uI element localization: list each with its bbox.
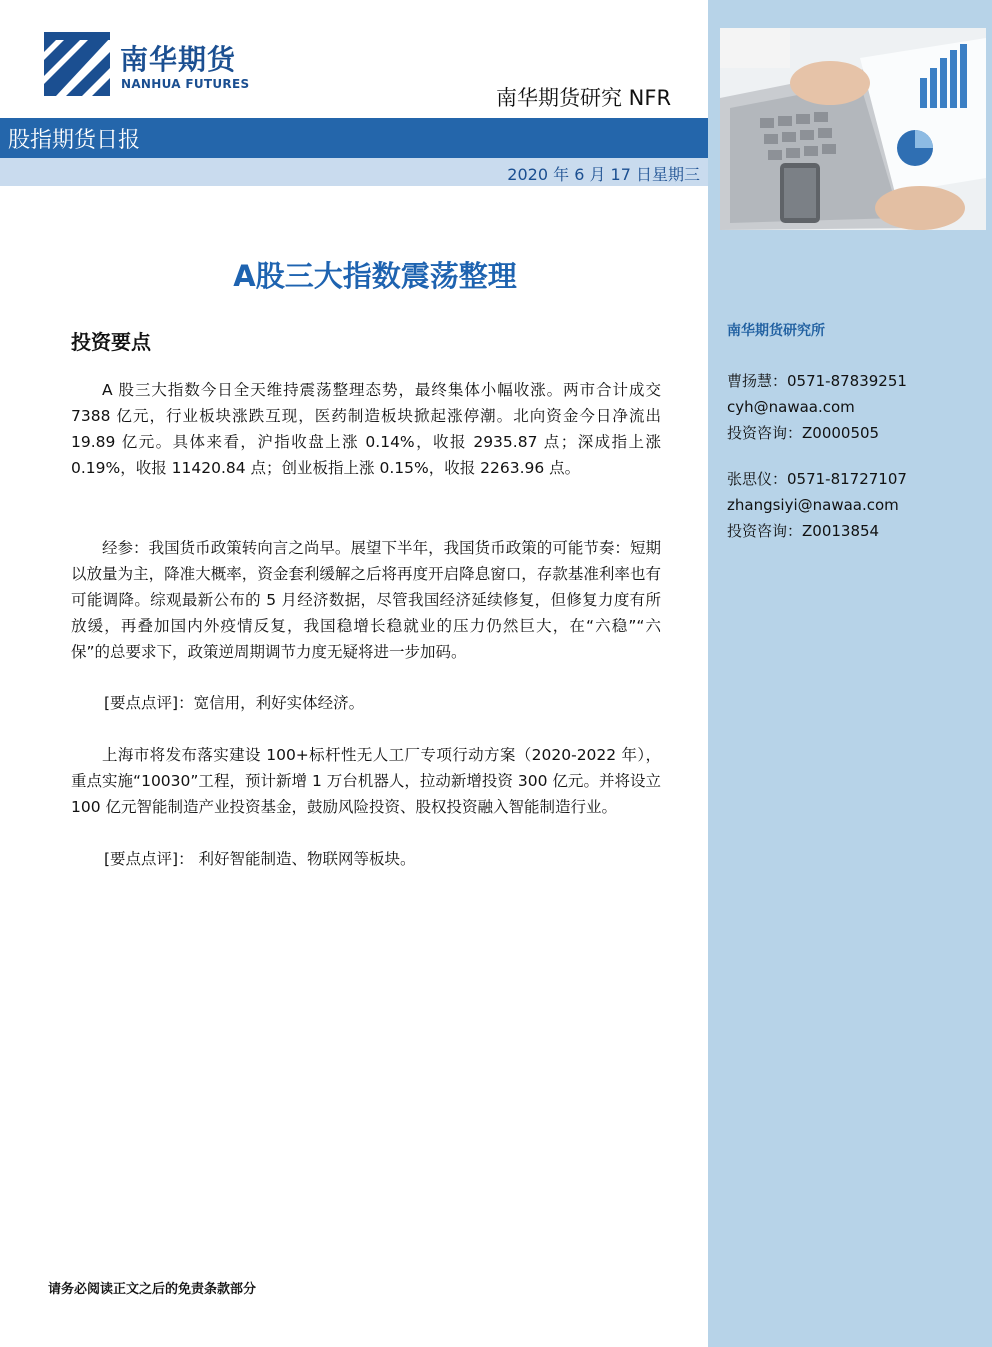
report-type-title: 股指期货日报 bbox=[8, 128, 141, 153]
analyst-block bbox=[727, 368, 907, 446]
analyst-block bbox=[727, 466, 907, 544]
report-type-banner bbox=[0, 118, 708, 158]
sidebar-org-name: 南华期货研究所 bbox=[727, 323, 825, 339]
analyst-license: 投资咨询：Z0000505 bbox=[727, 424, 880, 442]
paragraph-market-summary: A 股三大指数今日全天维持震荡整理态势，最终集体小幅收涨。两市合计成交 7388 亿元，行业板块涨跌互现，医药制造板块掀起涨停潮。北向资金今日净流出 19.89 亿元。具体来看，沪指收盘上涨 0.14%，收报 2935.87 点；深成指上涨 0.19%，收报 11420.84 点；创业板指上涨 0.15%，收报 2263.96 点。 bbox=[71, 381, 661, 477]
logo-text-cn: 南华期货 bbox=[120, 43, 237, 76]
comment-monetary-policy: [要点点评]：宽信用，利好实体经济。 bbox=[104, 694, 365, 712]
date-band bbox=[0, 158, 708, 186]
comment-smart-manufacturing: [要点点评]： 利好智能制造、物联网等板块。 bbox=[104, 850, 416, 868]
analyst-email[interactable]: cyh@nawaa.com bbox=[727, 398, 855, 416]
section-title: 投资要点 bbox=[71, 330, 151, 354]
paragraph-smart-manufacturing: 上海市将发布落实建设 100+标杆性无人工厂专项行动方案（2020-2022 年），重点实施“10030”工程，预计新增 1 万台机器人，拉动新增投资 300 亿元。并将设立 100 亿元智能制造产业投资基金，鼓励风险投资、股权投资融入智能制造行业。 bbox=[71, 746, 661, 816]
report-date: 2020 年 6 月 17 日星期三 bbox=[507, 165, 700, 184]
analyst-name-phone: 张思仪：0571-81727107 bbox=[727, 470, 907, 488]
logo-text-en: NANHUA FUTURES bbox=[121, 77, 250, 91]
header-photo bbox=[720, 28, 986, 230]
article-headline: A股三大指数震荡整理 bbox=[233, 259, 517, 293]
research-label: 南华期货研究 NFR bbox=[496, 86, 672, 110]
analyst-email[interactable]: zhangsiyi@nawaa.com bbox=[727, 496, 899, 514]
footer-disclaimer[interactable]: 请务必阅读正文之后的免责条款部分 bbox=[48, 1282, 257, 1297]
analyst-name-phone: 曹扬慧：0571-87839251 bbox=[727, 372, 907, 390]
analyst-license: 投资咨询：Z0013854 bbox=[727, 522, 880, 540]
company-logo-icon bbox=[44, 32, 110, 100]
paragraph-monetary-policy: 经参：我国货币政策转向言之尚早。展望下半年，我国货币政策的可能节奏：短期以放量为主，降准大概率，资金套利缓解之后将再度开启降息窗口，存款基准利率也有可能调降。综观最新公布的 5 月经济数据，尽管我国经济延续修复，但修复力度有所放缓，再叠加国内外疫情反复，我国稳增长稳就业的压力仍然巨大，在“六稳”“六保”的总要求下，政策逆周期调节力度无疑将进一步加码。 bbox=[71, 539, 661, 661]
